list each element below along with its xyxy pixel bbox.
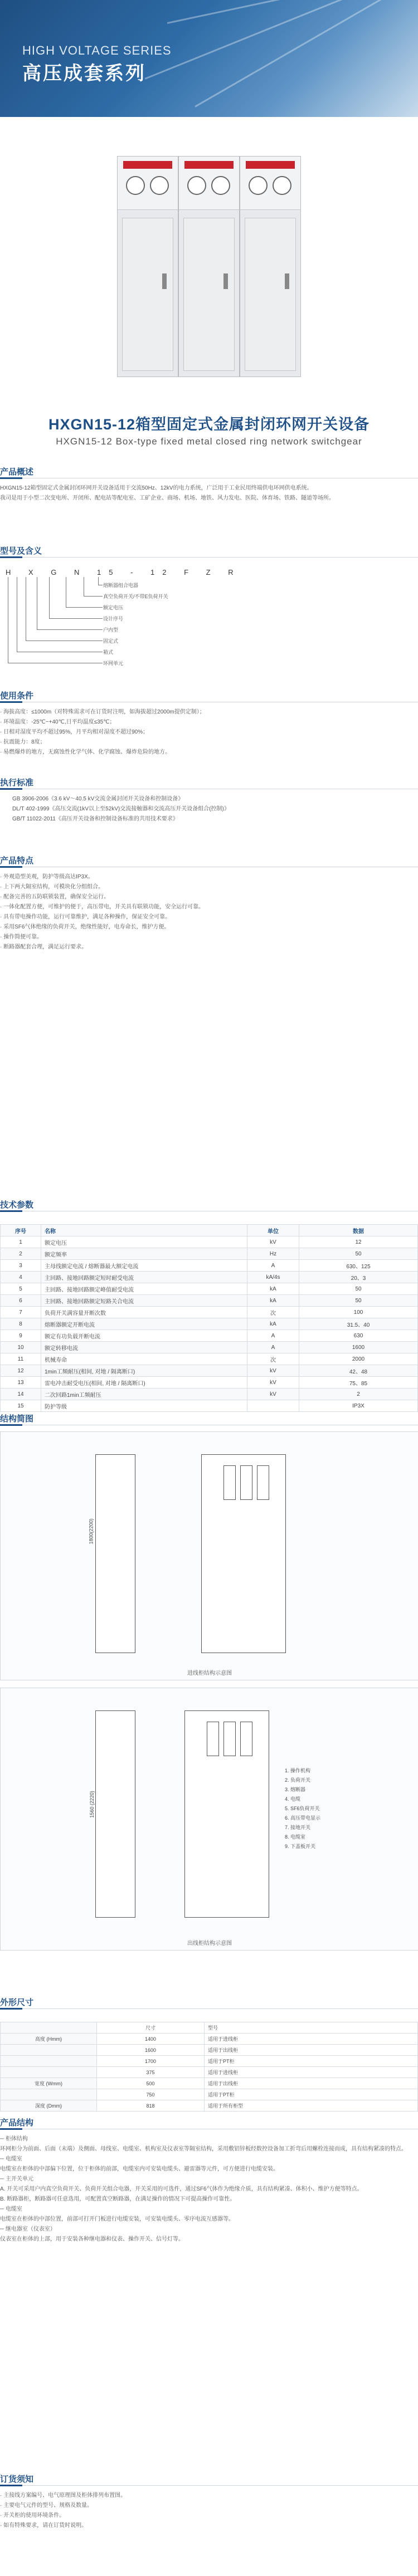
table-row: 6 主回路、接地回路额定短路关合电流 kA 50 <box>1 1295 418 1307</box>
series-title-en: HIGH VOLTAGE SERIES <box>22 43 172 57</box>
table-row: 750 适用于PT柜 <box>1 2089 418 2100</box>
cabinet-front-view <box>95 1710 135 1918</box>
cabinet-unit <box>178 156 240 377</box>
dimension-label: 1560 (2220) <box>89 1791 95 1818</box>
series-title-cn: 高压成套系列 <box>22 63 146 84</box>
ordering-list <box>0 2491 407 2531</box>
table-row: 高度 (Hmm) 1400 适用于进线柜 <box>1 2034 418 2045</box>
decorative-ray <box>167 0 418 24</box>
list-item: · 开关柜的使用环境条件。 <box>0 2513 65 2519</box>
cabinet-unit <box>117 156 178 377</box>
section-title-functions: 产品结构 <box>0 2118 34 2128</box>
table-row: 375 适用于进线柜 <box>1 2067 418 2078</box>
table-row: 3 主母线额定电流 / 熔断器最大额定电流 A 630、125 <box>1 1260 418 1272</box>
table-row: 9 额定有功负载开断电流 A 630 <box>1 1330 418 1342</box>
table-row: 8 熔断器额定开断电流 kA 31.5、40 <box>1 1318 418 1330</box>
table-row: 10 额定转移电流 A 1600 <box>1 1342 418 1353</box>
list-item: DL/T 402-1999《高压交流(1kV以上至52kV)交流接触器和交流高压开关设备组合(控制)》 <box>12 806 230 812</box>
table-row: 深度 (Dmm) 818 适用于所有柜型 <box>1 2100 418 2111</box>
drawing-legend: 1. 操作机构 2. 负荷开关 3. 熔断器 4. 电缆 5. SF6负荷开关 6. 高压带电显示 7. 接地开关 8. 电缆室 9. 下盖板开关 <box>285 1768 321 1849</box>
conditions-list <box>0 707 407 757</box>
section-title-standards: 执行标准 <box>0 778 34 788</box>
table-row: 5 主回路、接地回路额定峰值耐受电流 kA 50 <box>1 1283 418 1295</box>
model-label: 环网单元 <box>103 661 124 666</box>
switch-symbol <box>240 1465 252 1500</box>
table-row: 14 二次回路1min工频耐压 kV 2 <box>1 1389 418 1400</box>
switch-symbol <box>257 1465 269 1500</box>
table-header-row: 序号 名称 单位 数据 <box>1 1225 418 1236</box>
cabinet-front-view <box>95 1454 135 1653</box>
list-item: · 操作简便可靠。 <box>0 934 43 940</box>
model-label: 额定电压 <box>103 605 124 610</box>
table-row: 13 雷电冲击耐受电压(相间, 对地 / 隔离断口) kV 75、85 <box>1 1377 418 1389</box>
drawing-caption: 出线柜结构示意图 <box>187 1940 232 1947</box>
table-row: 12 1min工频耐压(相间, 对地 / 隔离断口) kV 42、48 <box>1 1365 418 1377</box>
model-label: 真空负荷开关/不带E负荷开关 <box>103 594 168 599</box>
features-list <box>0 872 407 952</box>
model-label: 箱式 <box>103 649 114 655</box>
structure-drawing-incoming <box>0 1431 418 1680</box>
model-label: 固定式 <box>103 638 119 644</box>
switch-symbol <box>223 1722 236 1756</box>
table-row: 宽度 (Wmm) 500 适用于出线柜 <box>1 2078 418 2089</box>
section-title-conditions: 使用条件 <box>0 691 34 701</box>
section-title-dimensions: 外形尺寸 <box>0 1998 34 2007</box>
section-title-specs: 技术参数 <box>0 1200 34 1210</box>
section-divider <box>0 2008 418 2009</box>
list-item: GB 3906-2006《3.6 kV～40.5 kV交流金属封闭开关设备和控制设备》 <box>12 796 184 802</box>
list-item: · 抗震能力：8度； <box>0 739 46 745</box>
section-title-ordering: 订货须知 <box>0 2475 34 2484</box>
list-item: · 主接线方案编号、电气原理图及柜体排列布置图。 <box>0 2492 127 2499</box>
list-item: · 如有特殊要求，请在订货时说明。 <box>0 2523 88 2529</box>
switchgear-image <box>117 145 301 376</box>
model-label: 熔断器组合电器 <box>103 583 139 588</box>
overview-paragraph: 我司是用于小型二次变电所、开闭所、配电站等配电室、工矿企业、商场、机场、地铁、风力发电、医院、体育场、铁路、隧道等场所。 <box>0 495 334 501</box>
table-row: 1600 适用于出线柜 <box>1 2045 418 2056</box>
table-row: 15 防护等级 IP3X <box>1 1400 418 1412</box>
list-item: GB/T 11022-2011《高压开关设备和控制设备标准的共用技术要求》 <box>12 816 178 822</box>
switch-symbol <box>240 1722 252 1756</box>
section-divider <box>0 2485 418 2486</box>
model-letters: H X G N 15 - 12 F Z R <box>6 568 241 576</box>
list-item: · 断路器配套合理，满足运行要求。 <box>0 944 88 950</box>
list-item: · 日相对湿度平均不超过95%，月平均相对湿度不超过90%； <box>0 729 149 735</box>
list-item: · 海拔高度：≤1000m（对特殊需求可在订货时注明，如海拔超过2000m提供定制）； <box>0 709 205 715</box>
table-row: 11 机械寿命 次 2000 <box>1 1353 418 1365</box>
decorative-ray <box>144 0 418 80</box>
table-row: 尺寸 型号 <box>1 2022 418 2034</box>
list-item: · 易燃爆炸的地方，无腐蚀性化学气体、化学腐蚀、爆炸危险的地方。 <box>0 749 171 755</box>
spec-table <box>0 1224 418 1412</box>
product-title-en: HXGN15-12 Box-type fixed metal closed ring network switchgear <box>56 436 362 447</box>
list-item: · 具有带电操作功能，运行可靠维护，满足各种操作，保证安全可靠。 <box>0 914 171 920</box>
table-row: 4 主回路、接地回路额定短时耐受电流 kA/4s 20、3 <box>1 1272 418 1283</box>
overview-paragraph: HXGN15-12箱型固定式金属封闭环网开关设备适用于交流50Hz、12kV的电力系统，广泛用于工业民用终端供电环网供电系统。 <box>0 485 313 491</box>
switch-symbol <box>223 1465 236 1500</box>
drawing-caption: 进线柜结构示意图 <box>187 1670 232 1676</box>
header-banner <box>0 0 418 117</box>
list-item: · 一体化配置方便，可维护的便于，高压带电，开关具有联锁功能，安全运行可靠。 <box>0 904 205 910</box>
list-item: · 主要电气元件的型号、规格及数量。 <box>0 2502 93 2509</box>
list-item: · 配备完善的五防联锁装置，确保安全运行。 <box>0 894 110 900</box>
section-title-model: 型号及含义 <box>0 546 42 556</box>
dimension-label: 1800(2200) <box>88 1518 94 1544</box>
overview-text <box>0 483 407 504</box>
switch-symbol <box>207 1722 219 1756</box>
section-title-structure: 结构简图 <box>0 1414 34 1424</box>
functions-text: ─ 柜体结构 环网柜分为前面、后面（末端）及侧面、母线室、电缆室、机构室及仪表室等隔室结构，采用敷铝锌板经数控设备加工折弯后用螺栓连接而成，具有结构紧凑的特点。 ─ 电缆室 电缆室在柜体的中部偏下位置，位于柜体的前部，电缆室内可安装电缆头、避雷器等元件，可方便进行电缆安装。 ─ 主开关单元 A. 开关可采用户内真空负荷开关、负荷开关组合电器，开关采用的可选件，通过SF6气体作为绝缘介质，具有结构紧凑、体积小、维护方便等特点。 B. 断路器柜，断路器可任意选用，可配置真空断路器，在满足操作的情况下可提高操作可靠性。 ─ 电缆室 电缆室在柜体的中部位置，前部可打开门板进行电缆安装，可安装电缆头、零序电流互感器等。 ─ 继电器室（仪表室） 仪表室在柜体的上部，用于安装各种继电器和仪表、操作开关、信号灯等。 <box>0 2136 407 2242</box>
section-divider <box>0 557 418 558</box>
model-label: 设计序号 <box>103 616 124 622</box>
list-item: · 采用SF6气体绝缘的负荷开关，绝缘性能好，电寿命长，维护方便。 <box>0 924 170 930</box>
table-row: 1 额定电压 kV 12 <box>1 1236 418 1248</box>
product-title <box>0 412 418 447</box>
table-row: 1700 适用于PT柜 <box>1 2056 418 2067</box>
product-title-cn: HXGN15-12箱型固定式金属封闭环网开关设备 <box>48 416 370 433</box>
dimensions-table <box>0 2022 418 2111</box>
structure-drawing-outgoing <box>0 1688 418 1951</box>
decorative-ray <box>195 0 418 107</box>
table-row: 7 负荷开关满容量开断次数 次 100 <box>1 1307 418 1318</box>
model-diagram <box>0 568 418 674</box>
list-item: · 外观造型美观，防护等级高达IP3X。 <box>0 874 94 880</box>
model-label: 户内型 <box>103 627 119 633</box>
list-item: · 上下两大隔室结构，可模块化分组组合。 <box>0 884 104 890</box>
section-title-overview: 产品概述 <box>0 467 34 477</box>
section-title-features: 产品特点 <box>0 856 34 866</box>
table-row: 2 额定频率 Hz 50 <box>1 1248 418 1260</box>
standards-list <box>12 794 418 824</box>
cabinet-unit <box>240 156 301 377</box>
list-item: · 环境温度：-25℃~+40℃,日平均温度≤35℃； <box>0 719 115 725</box>
